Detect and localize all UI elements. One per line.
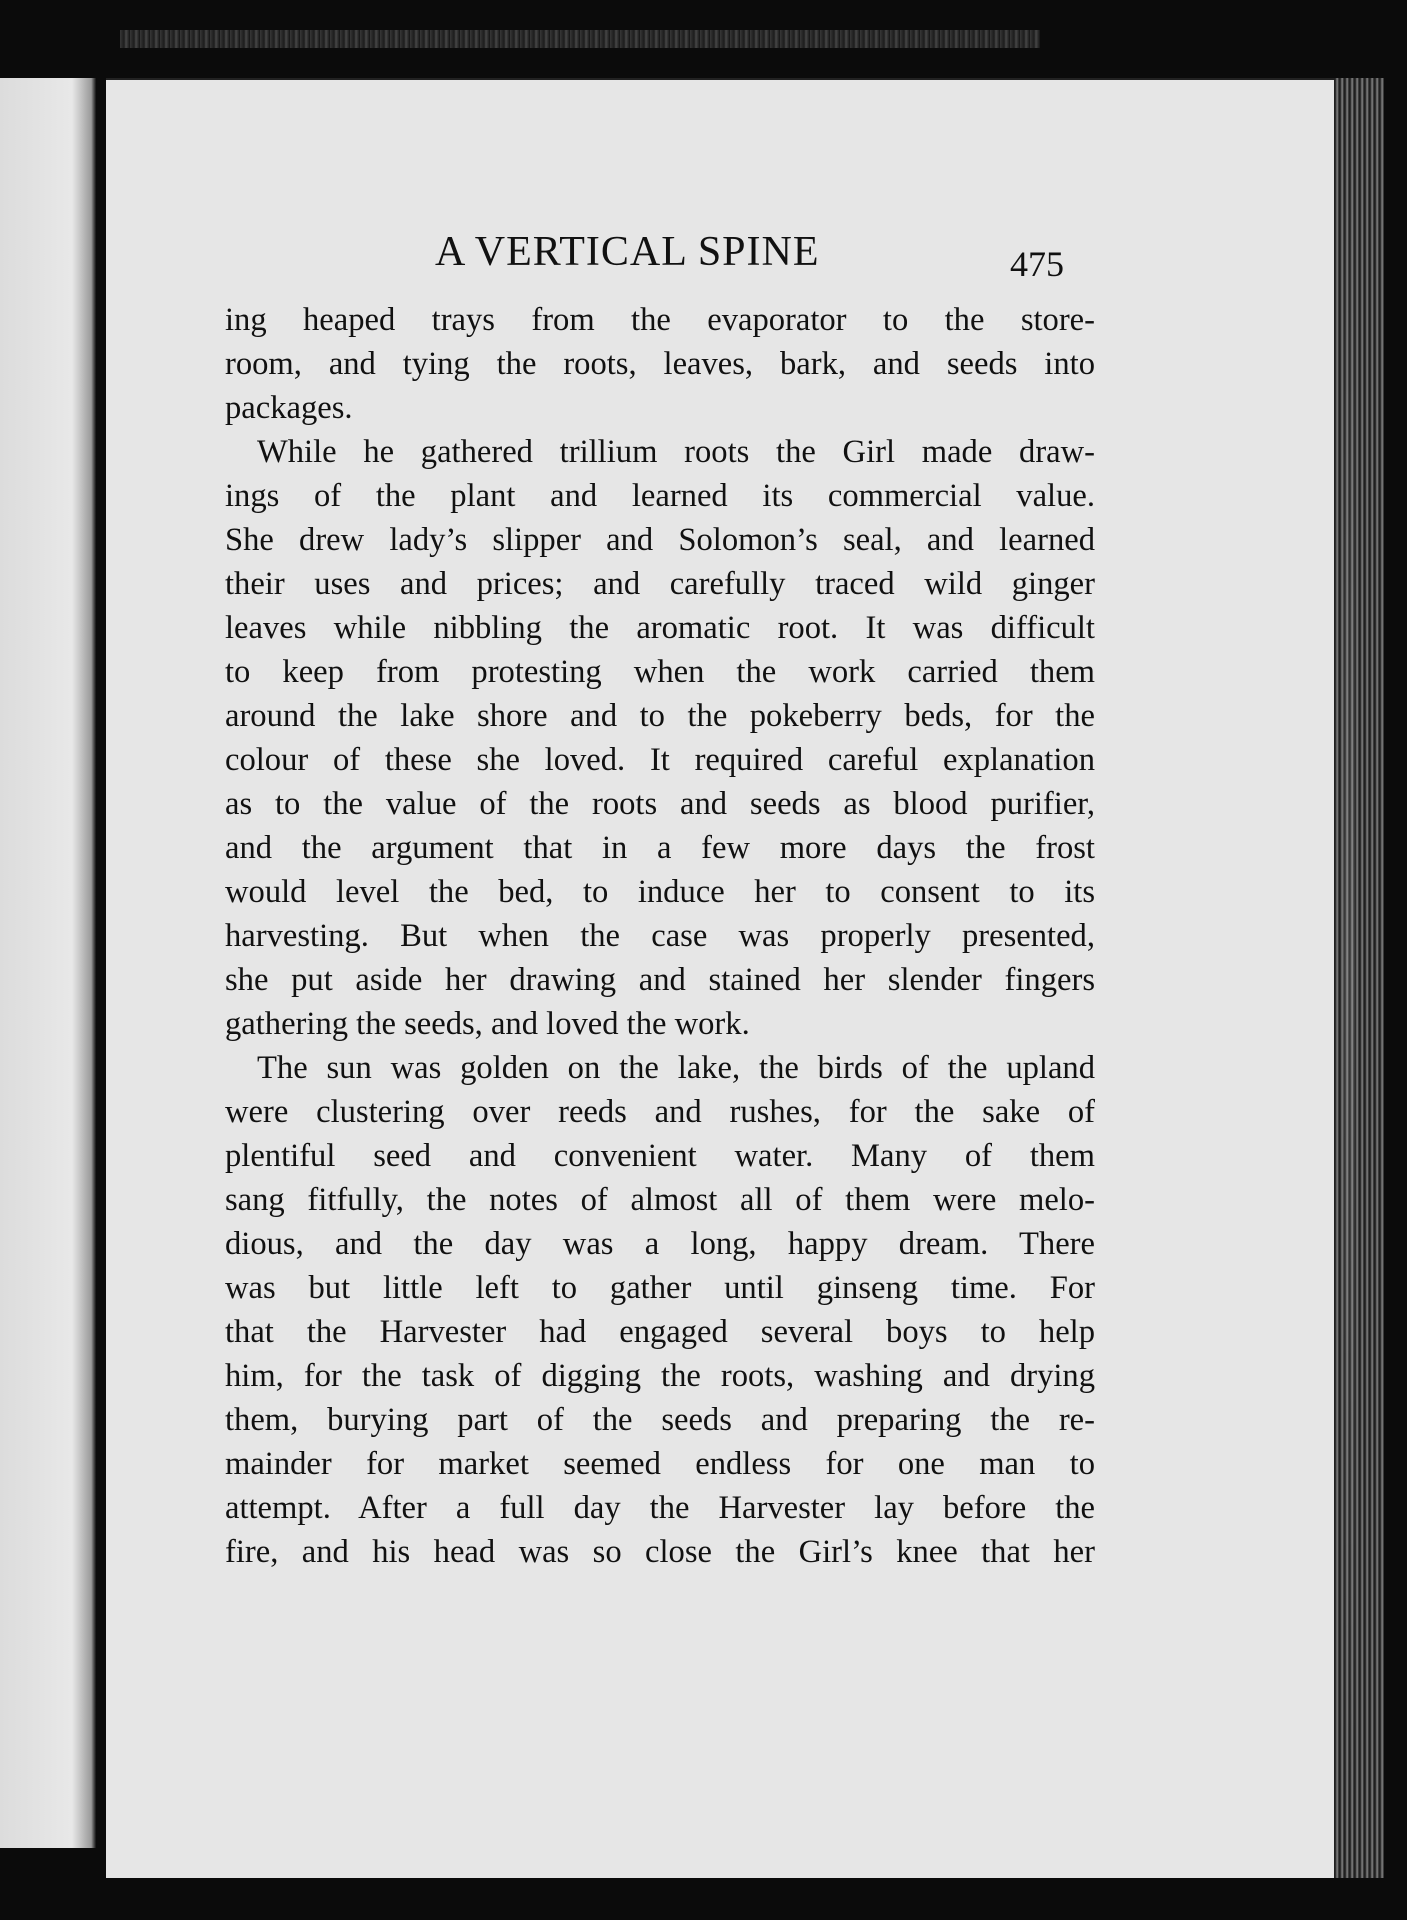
text-line: was but little left to gather until ginseng time. For: [225, 1270, 1095, 1306]
text-line: attempt. After a full day the Harvester lay before the: [225, 1490, 1095, 1526]
text-line: were clustering over reeds and rushes, for the sake of: [225, 1094, 1095, 1130]
text-line: While he gathered trillium roots the Girl made draw-: [257, 434, 1095, 470]
text-line: him, for the task of digging the roots, washing and drying: [225, 1358, 1095, 1394]
body-text: [225, 298, 1095, 1574]
text-line: She drew lady’s slipper and Solomon’s seal, and learned: [225, 522, 1095, 558]
scan-top-edge: [120, 30, 1040, 48]
text-line: dious, and the day was a long, happy dream. There: [225, 1226, 1095, 1262]
text-line: room, and tying the roots, leaves, bark, and seeds into: [225, 346, 1095, 382]
page-number: 475: [1010, 244, 1064, 284]
bottom-shadow: [96, 1878, 1396, 1920]
text-line: ing heaped trays from the evaporator to the store-: [225, 302, 1095, 338]
text-line: would level the bed, to induce her to consent to its: [225, 874, 1095, 910]
text-line: their uses and prices; and carefully traced wild ginger: [225, 566, 1095, 602]
text-line: around the lake shore and to the pokeberry beds, for the: [225, 698, 1095, 734]
text-line: leaves while nibbling the aromatic root. It was difficult: [225, 610, 1095, 646]
text-line: them, burying part of the seeds and preparing the re-: [225, 1402, 1095, 1438]
text-line: mainder for market seemed endless for one man to: [225, 1446, 1095, 1482]
text-line: plentiful seed and convenient water. Many of them: [225, 1138, 1095, 1174]
text-line: The sun was golden on the lake, the birds of the upland: [257, 1050, 1095, 1086]
running-header: A VERTICAL SPINE: [435, 229, 820, 275]
text-line: gathering the seeds, and loved the work.: [225, 1006, 750, 1042]
text-line: she put aside her drawing and stained her slender fingers: [225, 962, 1095, 998]
text-line: colour of these she loved. It required careful explanation: [225, 742, 1095, 778]
scan-edge-highlight: [1343, 88, 1355, 1848]
left-page-edge: [0, 78, 96, 1848]
text-line: fire, and his head was so close the Girl’s knee that her: [225, 1534, 1095, 1570]
right-page-edges: [1334, 78, 1384, 1878]
text-line: ings of the plant and learned its commercial value.: [225, 478, 1095, 514]
text-line: harvesting. But when the case was properly presented,: [225, 918, 1095, 954]
text-line: sang fitfully, the notes of almost all of them were melo-: [225, 1182, 1095, 1218]
text-line: packages.: [225, 390, 353, 426]
text-line: as to the value of the roots and seeds as blood purifier,: [225, 786, 1095, 822]
text-line: to keep from protesting when the work carried them: [225, 654, 1095, 690]
text-line: that the Harvester had engaged several boys to help: [225, 1314, 1095, 1350]
text-line: and the argument that in a few more days the frost: [225, 830, 1095, 866]
